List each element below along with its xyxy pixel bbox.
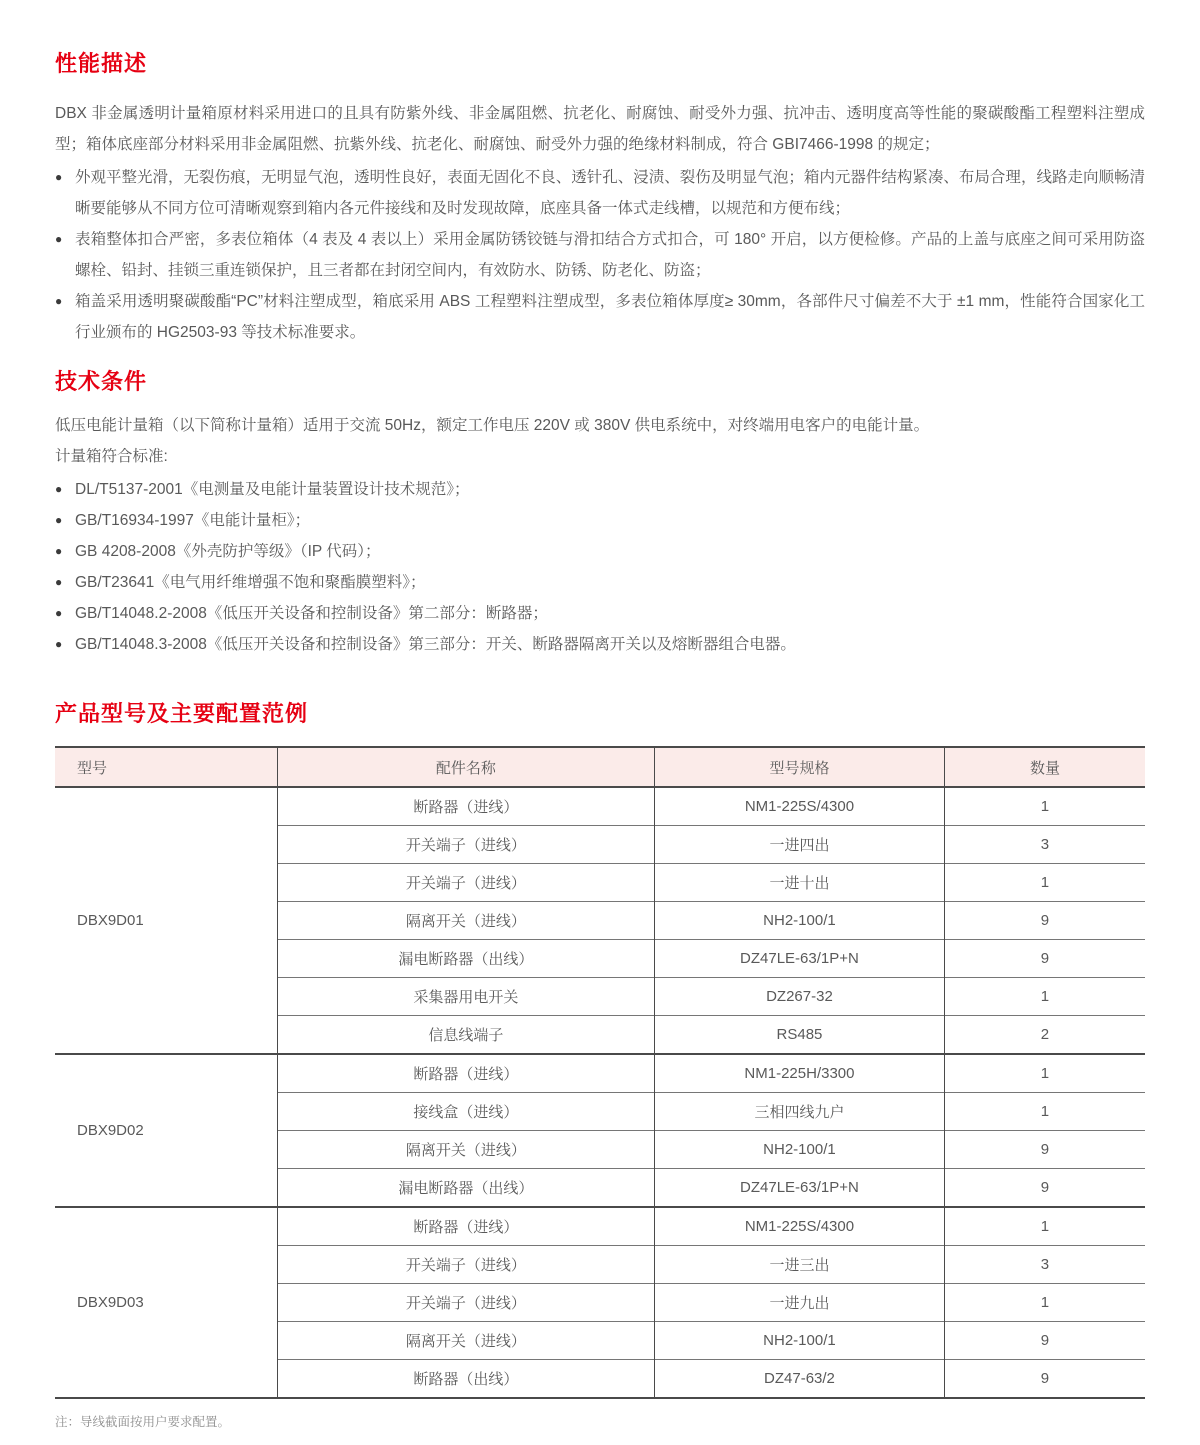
section-title-technical: 技术条件 (55, 369, 148, 394)
bullet-icon: ● (55, 513, 63, 527)
spec-cell: NH2-100/1 (654, 902, 944, 940)
part-name-cell: 接线盒（进线） (277, 1093, 654, 1131)
bullet-icon: ● (55, 232, 63, 246)
list-item-text: GB/T14048.3-2008《低压开关设备和控制设备》第三部分：开关、断路器隔离开关以及熔断器组合电器。 (75, 636, 796, 653)
bullet-icon: ● (55, 544, 63, 558)
bullet-icon: ● (55, 575, 63, 589)
spec-table (55, 746, 1145, 1399)
list-item (55, 536, 1145, 567)
part-name-cell: 开关端子（进线） (277, 864, 654, 902)
qty-cell: 9 (944, 1169, 1145, 1208)
section-product-models (55, 700, 1145, 1431)
qty-cell: 1 (944, 978, 1145, 1016)
list-item-text: 箱盖采用透明聚碳酸酯“PC”材料注塑成型，箱底采用 ABS 工程塑料注塑成型，多表位箱体厚度≥ 30mm，各部件尺寸偏差不大于 ±1 mm，性能符合国家化工行业颁布的 HG2503-93 等技术标准要求。 (75, 293, 1145, 341)
list-item (55, 286, 1145, 348)
col-header-model: 型号 (55, 747, 277, 787)
spec-cell: DZ47LE-63/1P+N (654, 1169, 944, 1208)
part-name-cell: 断路器（进线） (277, 787, 654, 826)
table-header-row (55, 747, 1145, 787)
qty-cell: 9 (944, 1131, 1145, 1169)
section-technical-conditions (55, 368, 1145, 660)
qty-cell: 1 (944, 787, 1145, 826)
qty-cell: 9 (944, 1322, 1145, 1360)
part-name-cell: 断路器（进线） (277, 1054, 654, 1093)
table-row (55, 1054, 1145, 1093)
technical-intro-paragraph: 低压电能计量箱（以下简称计量箱）适用于交流 50Hz，额定工作电压 220V 或 380V 供电系统中，对终端用电客户的电能计量。 (55, 417, 930, 434)
qty-cell: 3 (944, 1246, 1145, 1284)
performance-bullet-list (55, 162, 1145, 348)
bullet-icon: ● (55, 170, 63, 184)
list-item (55, 162, 1145, 224)
spec-cell: DZ47LE-63/1P+N (654, 940, 944, 978)
list-item-text: GB/T23641《电气用纤维增强不饱和聚酯膜塑料》； (75, 574, 426, 591)
col-header-qty: 数量 (944, 747, 1145, 787)
part-name-cell: 信息线端子 (277, 1016, 654, 1055)
part-name-cell: 隔离开关（进线） (277, 1322, 654, 1360)
part-name-cell: 隔离开关（进线） (277, 1131, 654, 1169)
qty-cell: 1 (944, 1093, 1145, 1131)
section-title-performance: 性能描述 (55, 51, 148, 76)
table-row (55, 1207, 1145, 1246)
part-name-cell: 断路器（出线） (277, 1360, 654, 1399)
spec-cell: NH2-100/1 (654, 1322, 944, 1360)
spec-cell: DZ47-63/2 (654, 1360, 944, 1399)
qty-cell: 2 (944, 1016, 1145, 1055)
section-performance (55, 50, 1145, 348)
spec-cell: NM1-225S/4300 (654, 787, 944, 826)
table-row (55, 787, 1145, 826)
part-name-cell: 漏电断路器（出线） (277, 940, 654, 978)
qty-cell: 9 (944, 902, 1145, 940)
part-name-cell: 开关端子（进线） (277, 826, 654, 864)
model-cell: DBX9D02 (55, 1054, 277, 1207)
qty-cell: 1 (944, 1207, 1145, 1246)
section-title-products: 产品型号及主要配置范例 (55, 701, 309, 726)
list-item (55, 474, 1145, 505)
spec-cell: 一进四出 (654, 826, 944, 864)
list-item-text: DL/T5137-2001《电测量及电能计量装置设计技术规范》； (75, 481, 470, 498)
qty-cell: 1 (944, 1054, 1145, 1093)
spec-cell: NM1-225H/3300 (654, 1054, 944, 1093)
spec-cell: 一进三出 (654, 1246, 944, 1284)
model-cell: DBX9D03 (55, 1207, 277, 1398)
spec-cell: NH2-100/1 (654, 1131, 944, 1169)
part-name-cell: 漏电断路器（出线） (277, 1169, 654, 1208)
list-item-text: 外观平整光滑，无裂伤痕，无明显气泡，透明性良好，表面无固化不良、透针孔、浸渍、裂伤及明显气泡；箱内元器件结构紧凑、布局合理，线路走向顺畅清晰要能够从不同方位可清晰观察到箱内各元件接线和及时发现故障，底座具备一体式走线槽，以规范和方便布线； (75, 169, 1145, 217)
list-item (55, 505, 1145, 536)
part-name-cell: 采集器用电开关 (277, 978, 654, 1016)
qty-cell: 1 (944, 864, 1145, 902)
bullet-icon: ● (55, 606, 63, 620)
model-cell: DBX9D01 (55, 787, 277, 1054)
list-item (55, 224, 1145, 286)
qty-cell: 9 (944, 940, 1145, 978)
bullet-icon: ● (55, 637, 63, 651)
spec-cell: 一进十出 (654, 864, 944, 902)
part-name-cell: 开关端子（进线） (277, 1284, 654, 1322)
standards-list (55, 474, 1145, 660)
part-name-cell: 断路器（进线） (277, 1207, 654, 1246)
qty-cell: 1 (944, 1284, 1145, 1322)
performance-intro-paragraph: DBX 非金属透明计量箱原材料采用进口的且具有防紫外线、非金属阻燃、抗老化、耐腐蚀、耐受外力强、抗冲击、透明度高等性能的聚碳酸酯工程塑料注塑成型；箱体底座部分材料采用非金属阻燃、抗紫外线、抗老化、耐腐蚀、耐受外力强的绝缘材料制成，符合 GBI7466-1998 的规定； (55, 105, 1145, 153)
list-item-text: GB/T14048.2-2008《低压开关设备和控制设备》第二部分：断路器； (75, 605, 548, 622)
col-header-part-name: 配件名称 (277, 747, 654, 787)
spec-cell: 一进九出 (654, 1284, 944, 1322)
list-item-text: 表箱整体扣合严密，多表位箱体（4 表及 4 表以上）采用金属防锈铰链与滑扣结合方式扣合，可 180° 开启，以方便检修。产品的上盖与底座之间可采用防盗螺栓、铅封、挂锁三重连锁保护，且三者都在封闭空间内，有效防水、防锈、防老化、防盗； (75, 231, 1145, 279)
spec-cell: RS485 (654, 1016, 944, 1055)
list-item-text: GB 4208-2008《外壳防护等级》（IP 代码）； (75, 543, 381, 560)
list-item (55, 598, 1145, 629)
list-item (55, 629, 1145, 660)
list-item (55, 567, 1145, 598)
part-name-cell: 隔离开关（进线） (277, 902, 654, 940)
spec-cell: DZ267-32 (654, 978, 944, 1016)
list-item-text: GB/T16934-1997《电能计量柜》； (75, 512, 311, 529)
col-header-spec: 型号规格 (654, 747, 944, 787)
standards-label: 计量箱符合标准: (55, 448, 168, 465)
spec-cell: NM1-225S/4300 (654, 1207, 944, 1246)
qty-cell: 9 (944, 1360, 1145, 1399)
qty-cell: 3 (944, 826, 1145, 864)
spec-cell: 三相四线九户 (654, 1093, 944, 1131)
part-name-cell: 开关端子（进线） (277, 1246, 654, 1284)
table-footnote: 注：导线截面按用户要求配置。 (55, 1415, 231, 1429)
bullet-icon: ● (55, 294, 63, 308)
bullet-icon: ● (55, 482, 63, 496)
